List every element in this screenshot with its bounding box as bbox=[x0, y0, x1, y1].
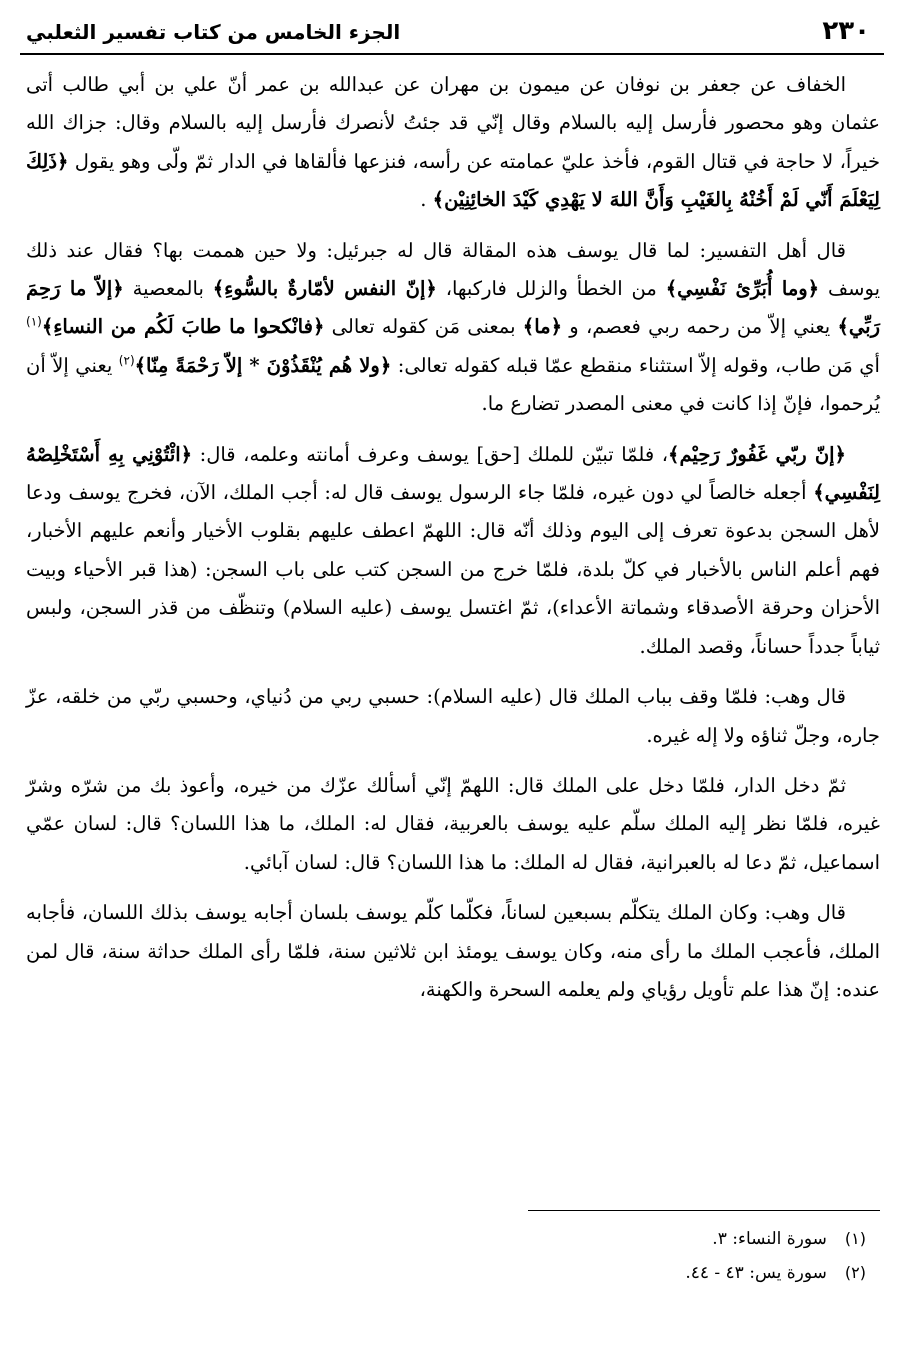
footnote-text: سورة النساء: ٣. bbox=[712, 1229, 827, 1249]
page-header bbox=[20, 14, 884, 52]
running-title: الجزء الخامس من كتاب تفسير الثعلبي bbox=[26, 20, 401, 44]
text-segment: يعني إلاّ أن يُرحموا، فإنّ إذا كانت في معنى المصدر تضارع ما. bbox=[26, 353, 880, 416]
text-segment: بمعنى مَن كقوله تعالى bbox=[324, 315, 523, 339]
text-segment: الخفاف عن جعفر بن نوفان عن ميمون بن مهران عن عبدالله بن عمر أنّ علي بن أبي طالب أتى عثمان وهو محصور فأرسل إليه بالسلام وقال إنّي قد جئتُ لأنصرك فأرسل إليه بالسلام وقال: جزاك الله خيراً، لا حاجة في قتال القوم، فأخذ عليّ عمامته عن رأسه، فنزعها فألقاها في الدار ثمّ ولّى وهو يقول bbox=[26, 73, 880, 173]
text-segment: أجعله خالصاً لي دون غيره، فلمّا جاء الرسول يوسف قال له: أجب الملك، الآن، فخرج يوسف ودعا لأهل السجن بدعوة تعرف إلى اليوم وذلك أنّه قال: اللهمّ اعطف عليهم بقلوب الأخيار وأنعم عليهم الأخبار، فهم أعلم الناس بالأخبار في كلّ بلدة، فلمّا خرج من السجن كتب على باب السجن: (هذا قبر الأحياء وبيت الأحزان وحرقة الأصدقاء وشماتة الأعداء)، ثمّ اغتسل يوسف (عليه السلام) وتنظّف من قذر السجن، ولبس ثياباً جدداً حساناً، وقصد الملك. bbox=[26, 481, 880, 658]
quran-verse: ﴿ما﴾ bbox=[522, 315, 563, 339]
main-text bbox=[26, 66, 880, 1021]
footnote-number: (١) bbox=[844, 1229, 866, 1248]
footnote-ref: (١) bbox=[26, 314, 42, 329]
paragraph bbox=[26, 436, 880, 666]
paragraph bbox=[26, 66, 880, 220]
text-segment: من الخطأ والزلل فاركبها، bbox=[436, 277, 666, 301]
quran-verse: ﴿إلاّ ما رَحِمَ رَبِّي﴾ bbox=[26, 277, 880, 339]
paragraph bbox=[26, 232, 880, 424]
text-segment: ثمّ دخل الدار، فلمّا دخل على الملك قال: اللهمّ إنّي أسألك عزّك من خيره، وأعوذ بك من شرّه وشرّ غيره، فلمّا نظر إليه الملك سلّم عليه يوسف بالعربية، فقال له: الملك، ما هذا اللسان؟ قال: لسان عمّي اسماعيل، ثمّ دعا له بالعبرانية، فقال له الملك: ما هذا اللسان؟ قال: لسان آبائي. bbox=[26, 773, 880, 874]
paragraph bbox=[26, 678, 880, 755]
text-segment: قال أهل التفسير: لما قال يوسف هذه المقالة قال له جبرئيل: ولا حين هممت بها؟ فقال عند ذلك يوسف bbox=[26, 238, 881, 301]
paragraph bbox=[26, 767, 880, 882]
page-number: ٢٣٠ bbox=[822, 16, 870, 46]
text-segment: ، فلمّا تبيّن للملك [حق] يوسف وعرف أمانته وعلمه، قال: bbox=[192, 442, 669, 466]
footnote-text: سورة يس: ٤٣ - ٤٤. bbox=[685, 1263, 827, 1283]
quran-verse: ﴿فانْكحوا ما طابَ لَكُم من النساءِ﴾ bbox=[41, 315, 325, 339]
footnote-item bbox=[26, 1256, 866, 1290]
text-segment: بالمعصية bbox=[123, 277, 213, 301]
footnote-ref: (٢) bbox=[118, 353, 135, 368]
header-divider bbox=[20, 53, 884, 55]
quran-verse: ﴿ذَلِكَ لِيَعْلَمَ أَنّي لَمْ أَخُنْهُ بِالغَيْبِ وَأَنَّ اللهَ لا يَهْدِي كَيْدَ الخائِنِيْن﴾ bbox=[26, 149, 880, 212]
quran-verse: ﴿ائْتُوْنِي بِهِ أَسْتَخْلِصْهُ لِنَفْسِي﴾ bbox=[26, 442, 880, 505]
quran-verse: ﴿ولا هُم يُنْقَذُوْنَ * إلاّ رَحْمَةً مِنّا﴾ bbox=[134, 353, 392, 377]
footnotes bbox=[26, 1222, 866, 1290]
text-segment: قال وهب: فلمّا وقف بباب الملك قال (عليه السلام): حسبي ربي من دُنياي، وحسبي ربّي من خلقه، عزّ جاره، وجلّ ثناؤه ولا إله غيره. bbox=[26, 685, 880, 747]
quran-verse: ﴿وما أُبَرِّئ نَفْسِي﴾ bbox=[665, 277, 820, 301]
quran-verse: ﴿إنّ ربّي غَفُورٌ رَحِيْم﴾ bbox=[668, 442, 846, 466]
paragraph bbox=[26, 894, 880, 1009]
text-segment: . bbox=[420, 188, 433, 212]
footnote-number: (٢) bbox=[844, 1263, 866, 1282]
text-segment: قال وهب: وكان الملك يتكلّم بسبعين لساناً، فكلّما كلّم يوسف بلسان أجابه يوسف بذلك اللسان، فأجابه الملك، فأعجب الملك ما رأى منه، وكان يوسف يومئذ ابن ثلاثين سنة، فلمّا رأى الملك حداثة سنة، قال لمن عنده: إنّ هذا علم تأويل رؤياي ولم يعلمه السحرة والكهنة، bbox=[26, 901, 880, 1001]
text-segment: أي مَن طاب، وقوله إلاّ استثناء منقطع عمّا قبله كقوله تعالى: bbox=[391, 353, 880, 377]
text-segment: يعني إلاّ من رحمه ربي فعصم، و bbox=[562, 315, 838, 339]
footnote-divider bbox=[528, 1210, 880, 1211]
quran-verse: ﴿إنّ النفس لأمّارةٌ بالسُّوءِ﴾ bbox=[212, 277, 437, 301]
footnote-item bbox=[26, 1222, 866, 1256]
